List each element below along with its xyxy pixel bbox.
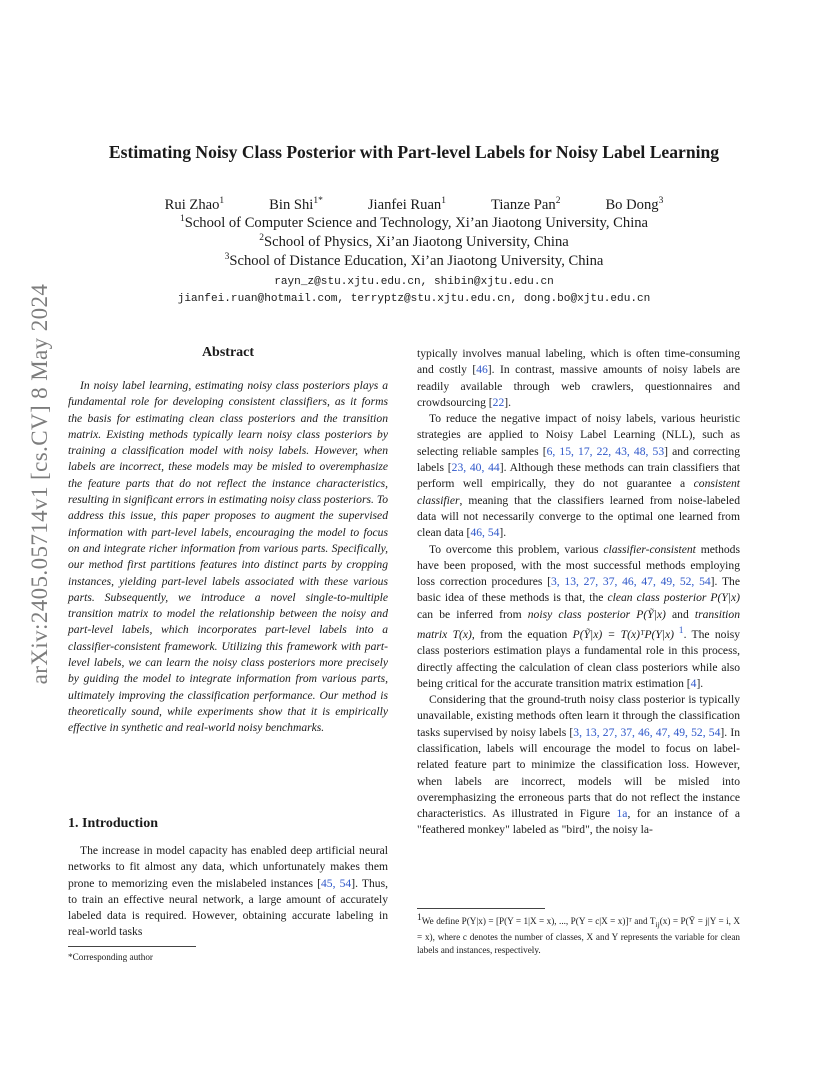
abstract-body — [68, 378, 388, 737]
footnote: $^1$We define P(Y|x) = [P(Y = 1|X = x), ..., P(Y = c|X = x)]ᵀ and $T_{ij}(x)$ = P(Ỹ = j|Y = i, X = x), where c denotes the number of classes, X and Y represents the variable for clean labels and instances, respectively. — [417, 913, 741, 955]
citation-link[interactable]: 4 — [690, 676, 697, 690]
paragraph: To reduce the negative impact of noisy labels, various heuristic strategies are applied to Noisy Label Learning (NLL), such as selecting reliable samples [6, 15, 17, 22, 43, 48, 53] and correcting labels [23, 40, 44]. Although these methods can train classifiers that perform well empirically, they do not guarantee a consistent classifier, meaning that the classifiers learned from noise-labeled data will not necessarily converge to the optimal one learned from clean data [46, 54]. — [417, 412, 741, 540]
citation-link[interactable]: 22 — [492, 395, 505, 409]
author: Bin Shi$^{1*}$ — [269, 196, 323, 213]
abstract-text: In noisy label learning, estimating noisy class posteriors plays a fundamental role for developing consistent classifiers, as it forms the basis for estimating clean class posteriors and the transition matrix. Existing methods typically learn noisy class posteriors by training a classification model with noisy labels. However, when labels are incorrect, these models may be misled to overemphasize the feature parts that do not reflect the instance characteristics, resulting in significant errors in estimating noisy class posteriors. To address this issue, this paper proposes to augment the supervised information with part-level labels, encouraging the model to focus on and integrate richer information from various parts. Specifically, our method first partitions features into distinct parts by cropping instances, yielding part-level labels associated with these various parts. Subsequently, we introduce a novel single-to-multiple transition matrix to model the relationship between the noisy and part-level labels, which incorporates part-level labels into a classifier-consistent framework. Utilizing this framework with part-level labels, we can learn the noisy class posteriors more precisely by guiding the model to integrate information from various parts, ultimately improving the classification performance. Our method is theoretically sound, while experiments show that it is empirically effective in synthetic and real-world noisy benchmarks. — [68, 379, 388, 735]
section-heading: 1. Introduction — [68, 816, 158, 831]
author: Bo Dong$^3$ — [605, 196, 664, 213]
paragraph: Considering that the ground-truth noisy class posterior is typically unavailable, existing methods often learn it through the classification tasks supervised by noisy labels [3, 13, 27, 37, 46, 47, 49, 52, 54]. In classification, labels will encourage the model to focus on label-related feature part to minimize the classification loss. However, when labels are incorrect, models will be misled into overemphasizing the erroneous parts that do not reflect the instance characteristics. As illustrated in Figure 1a, for an instance of a "feathered monkey" labeled as "bird", the noisy la- — [417, 693, 740, 837]
citation-link[interactable]: 3, 13, 27, 37, 46, 47, 49, 52, 54 — [573, 725, 721, 739]
arxiv-sidebar — [20, 283, 60, 685]
author: Jianfei Ruan$^1$ — [367, 196, 446, 213]
affiliation: $^2$School of Physics, Xi’an Jiaotong University, China — [259, 233, 569, 250]
author: Tianze Pan$^2$ — [490, 196, 561, 213]
citation-link[interactable]: 46 — [476, 363, 488, 377]
email-line: rayn_z@stu.xjtu.edu.cn, shibin@xjtu.edu.cn — [274, 276, 554, 288]
email-line: jianfei.ruan@hotmail.com, terryptz@stu.xjtu.edu.cn, dong.bo@xjtu.edu.cn — [177, 293, 651, 305]
paragraph: The increase in model capacity has enabled deep artificial neural networks to fit almost any data, which unfortunately makes them prone to memorizing even the mislabeled instances [45, 54]. Thus, to train an effective neural network, a large amount of accurately labeled data is required. However, obtaining accurate labeling in real-world tasks — [68, 844, 388, 939]
citation-link[interactable]: 6, 15, 17, 22, 43, 48, 53 — [546, 444, 665, 458]
figure-link[interactable]: 1a — [616, 807, 628, 821]
footnote-rule — [68, 946, 196, 947]
intro-left-column — [68, 843, 388, 941]
citation-link[interactable]: 3, 13, 27, 37, 46, 47, 49, 52, 54 — [550, 575, 711, 589]
citation-link[interactable]: 45, 54 — [321, 876, 352, 890]
author-list — [100, 196, 728, 214]
footnote-link[interactable]: 1 — [674, 626, 684, 637]
paragraph: To overcome this problem, various classifier-consistent methods have been proposed, with the most successful methods employing loss correction procedures [3, 13, 27, 37, 46, 47, 49, 52, 54]. The basic idea of these methods is that, the clean class posterior P(Y|x) can be inferred from noisy class posterior P(Ỹ|x) and transition matrix T(x), from the equation P(Ỹ|x) = T(x)ᵀP(Y|x) $^1$. The noisy class posteriors estimation plays a fundamental role in this process, directly affecting the calculation of clean class posteriors while also being critical for the accurate transition matrix estimation [4]. — [417, 542, 741, 690]
citation-link[interactable]: 23, 40, 44 — [451, 461, 500, 475]
paper-title: Estimating Noisy Class Posterior with Part-level Labels for Noisy Label Learning — [108, 142, 720, 162]
affiliation: $^1$School of Computer Science and Technology, Xi’an Jiaotong University, China — [179, 214, 649, 231]
footnote-rule — [417, 908, 545, 909]
citation-link[interactable]: 46, 54 — [470, 526, 500, 540]
affiliation: $^3$School of Distance Education, Xi’an Jiaotong University, China — [224, 252, 604, 269]
footnote: *Corresponding author — [68, 952, 153, 962]
right-column — [417, 346, 740, 839]
paragraph: typically involves manual labeling, which is often time-consuming and costly [46]. In contrast, massive amounts of noisy labels are readily available through web crawlers, questionnaires and crowdsourcing [22]. — [417, 347, 741, 409]
abstract-heading: Abstract — [201, 345, 255, 360]
author: Rui Zhao$^1$ — [164, 196, 225, 213]
arxiv-id: arXiv:2405.05714v1 [cs.CV] 8 May 2024 — [27, 283, 52, 685]
